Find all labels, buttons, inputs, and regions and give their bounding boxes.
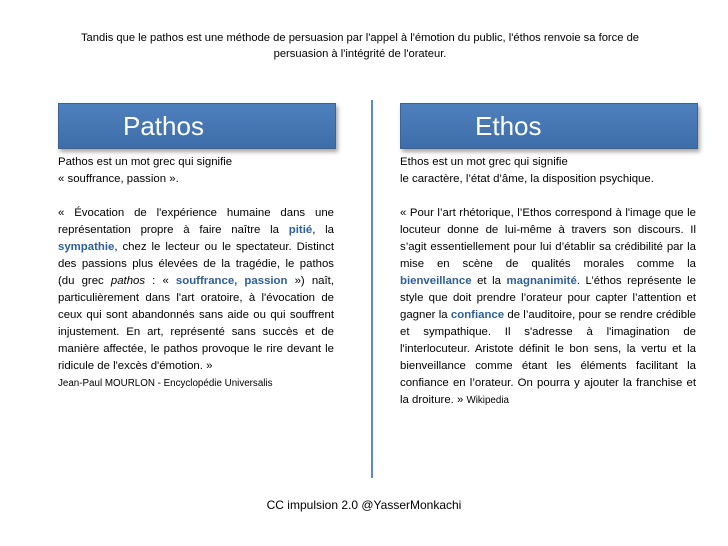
keyword-souffrance-passion: souffrance, passion: [175, 275, 288, 287]
ethos-quote: [400, 205, 696, 409]
pathos-quote-part5: ») naît, particulièrement dans l'art oratoire, à l'évocation de ceux qui sont abandonnés sans aide ou qui souffrent injustement. En art, représenté sans succès et de manière affectée, le pathos provoque le rire devant le ridicule de l'excès d'émotion. »: [58, 275, 335, 372]
ethos-quote-part2: et la: [471, 275, 507, 287]
pathos-title: Pathos: [123, 111, 204, 141]
keyword-bienveillance: bienveillance: [400, 275, 472, 287]
ethos-column: [400, 154, 696, 409]
column-divider: [371, 100, 373, 478]
ethos-source: Wikipedia: [466, 395, 509, 406]
ethos-definition-line2: le caractère, l’état d’âme, la disposition psychique.: [400, 173, 654, 185]
intro-text: Tandis que le pathos est une méthode de persuasion par l'appel à l'émotion du public, l'éthos renvoie sa force de persuasion à l'intégrité de l'orateur.: [80, 32, 640, 60]
keyword-confiance: confiance: [450, 309, 505, 321]
pathos-quote-part4: : «: [145, 275, 176, 287]
footer-credit: CC impulsion 2.0 @YasserMonkachi: [266, 498, 462, 512]
ethos-quote-part4: de l’auditoire, pour se rendre crédible et sympathique. Il s'adresse à l'imagination de l'interlocuteur. Aristote définit le bon sens, la vertu et la bienveillance comme étant les éléments facilitant la confiance en l’orateur. On pourra y ajouter la franchise et la droiture. »: [400, 309, 696, 406]
ethos-quote-part3: . L’éthos représente le style que doit prendre l’orateur pour capter l’attention et gagner la: [400, 275, 696, 321]
pathos-definition-line2: « souffrance, passion ».: [58, 173, 179, 185]
ethos-definition-line1: Ethos est un mot grec qui signifie: [400, 156, 568, 168]
pathos-column: [58, 154, 334, 392]
ethos-header: [400, 103, 698, 149]
pathos-quote-part3: , chez le lecteur ou le spectateur. Distinct des passions plus élevées de la tragédie, le pathos (du grec: [58, 241, 334, 287]
pathos-source: Jean-Paul MOURLON - Encyclopédie Universalis: [58, 378, 273, 389]
pathos-header: [58, 103, 336, 149]
keyword-pitie: pitié: [288, 224, 313, 236]
ethos-title: Ethos: [475, 111, 542, 141]
pathos-definition-line1: Pathos est un mot grec qui signifie: [58, 156, 233, 168]
ethos-quote-part1: « Pour l’art rhétorique, l’Ethos correspond à l'image que le locuteur donne de lui-même à travers son discours. Il s’agit essentiellement pour lui d’établir sa crédibilité par la mise en scène de qualités morales comme la: [400, 207, 696, 270]
pathos-quote-part2: , la: [312, 224, 334, 236]
pathos-greek-word: pathos: [110, 275, 146, 287]
keyword-magnanimite: magnanimité: [506, 275, 577, 287]
pathos-quote: [58, 205, 334, 375]
keyword-sympathie: sympathie: [58, 241, 115, 253]
pathos-quote-part1: « Évocation de l'expérience humaine dans une représentation propre à faire naître la: [58, 207, 334, 236]
